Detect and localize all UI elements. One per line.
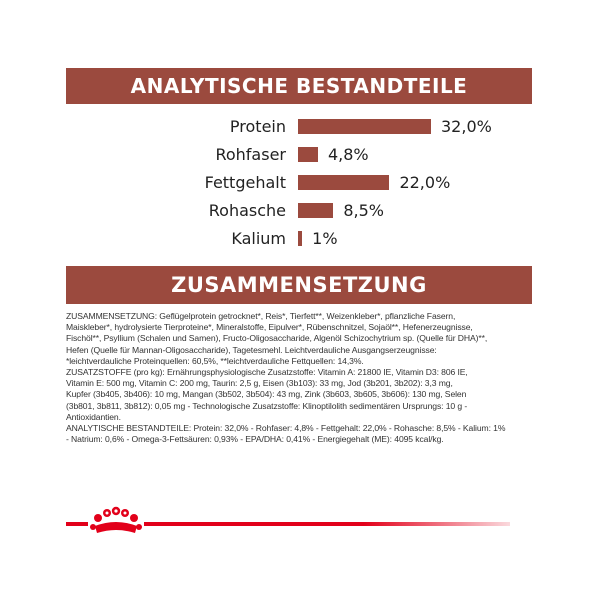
nutrient-row bbox=[0, 226, 600, 254]
nutrient-row bbox=[0, 142, 600, 170]
composition-line: (3b801, 3b811, 3b812): 0,05 mg - Technologische Zusatzstoffe: Klinoptilolith sedimentären Ursprungs: 10 g - bbox=[66, 400, 468, 411]
composition-line: *leichtverdauliche Proteinquellen: 60,5%, **leichtverdauliche Fettquellen: 14,3%. bbox=[66, 355, 364, 366]
nutrient-label: Rohfaser bbox=[215, 145, 286, 164]
composition-line: ANALYTISCHE BESTANDTEILE: Protein: 32,0% - Rohfaser: 4,8% - Fettgehalt: 22,0% - Rohasche: 8,5% - Kalium: 1% bbox=[66, 423, 506, 434]
nutrient-label: Protein bbox=[229, 117, 286, 136]
nutrient-value: 8,5% bbox=[343, 201, 384, 220]
nutrient-value: 22,0% bbox=[399, 173, 451, 192]
nutrient-label: Kalium bbox=[231, 229, 286, 248]
analysis-banner bbox=[66, 68, 532, 104]
nutrient-bar bbox=[298, 119, 431, 134]
nutrient-row bbox=[0, 114, 600, 142]
composition-banner bbox=[66, 266, 532, 304]
nutrient-value: 4,8% bbox=[327, 145, 369, 164]
analysis-banner-title: ANALYTISCHE BESTANDTEILE bbox=[130, 74, 468, 98]
crown-logo-icon bbox=[88, 506, 144, 538]
nutrient-bar bbox=[298, 203, 333, 218]
nutrient-row bbox=[0, 170, 600, 198]
composition-line: Vitamin E: 500 mg, Vitamin C: 200 mg, Taurin: 2,5 g, Eisen (3b103): 33 mg, Jod (3b201, 3b202): 3,3 mg, bbox=[66, 378, 453, 389]
composition-text bbox=[66, 311, 536, 445]
composition-banner-title: ZUSAMMENSETZUNG bbox=[171, 273, 427, 297]
nutrient-row bbox=[0, 198, 600, 226]
nutrient-bar bbox=[298, 147, 318, 162]
composition-line: - Natrium: 0,6% - Omega-3-Fettsäuren: 0,93% - EPA/DHA: 0,41% - Energiegehalt (ME): 4095 kcal/kg. bbox=[66, 434, 444, 445]
nutrient-value: 1% bbox=[312, 229, 338, 248]
composition-line: Kupfer (3b405, 3b406): 10 mg, Mangan (3b502, 3b504): 43 mg, Zink (3b603, 3b605, 3b606): 130 mg, Selen bbox=[66, 389, 467, 400]
nutrient-bar bbox=[298, 231, 302, 246]
composition-line: ZUSAMMENSETZUNG: Geflügelprotein getrocknet*, Reis*, Tierfett**, Weizenkleber*, pflanzliche Fasern, bbox=[66, 311, 456, 321]
composition-line: ZUSATZSTOFFE (pro kg): Ernährungsphysiologische Zusatzstoffe: Vitamin A: 21800 IE, Vitamin D3: 806 IE, bbox=[66, 367, 468, 378]
nutrient-value: 32,0% bbox=[441, 117, 492, 136]
nutrient-bar bbox=[298, 175, 389, 190]
composition-line: Antioxidantien. bbox=[66, 411, 121, 422]
composition-line: Maiskleber*, hydrolysierte Tierproteine*, Mineralstoffe, Eipulver*, Rübenschnitzel, Sojaöl**, Hefenerzeugnisse, bbox=[66, 322, 473, 333]
footer-line-left bbox=[66, 522, 88, 526]
nutrient-label: Fettgehalt bbox=[204, 173, 286, 192]
composition-line: Fischöl**, Psyllium (Schalen und Samen), Fructo-Oligosaccharide, Algenöl Schizochytrium sp. (Quelle für DHA)**, bbox=[66, 333, 488, 344]
nutrient-label: Rohasche bbox=[208, 201, 286, 220]
composition-line: Hefen (Quelle für Mannan-Oligosaccharide), Tagetesmehl. Leichtverdauliche Ausgangserzeugnisse: bbox=[66, 344, 437, 355]
footer-line-right bbox=[144, 522, 510, 526]
